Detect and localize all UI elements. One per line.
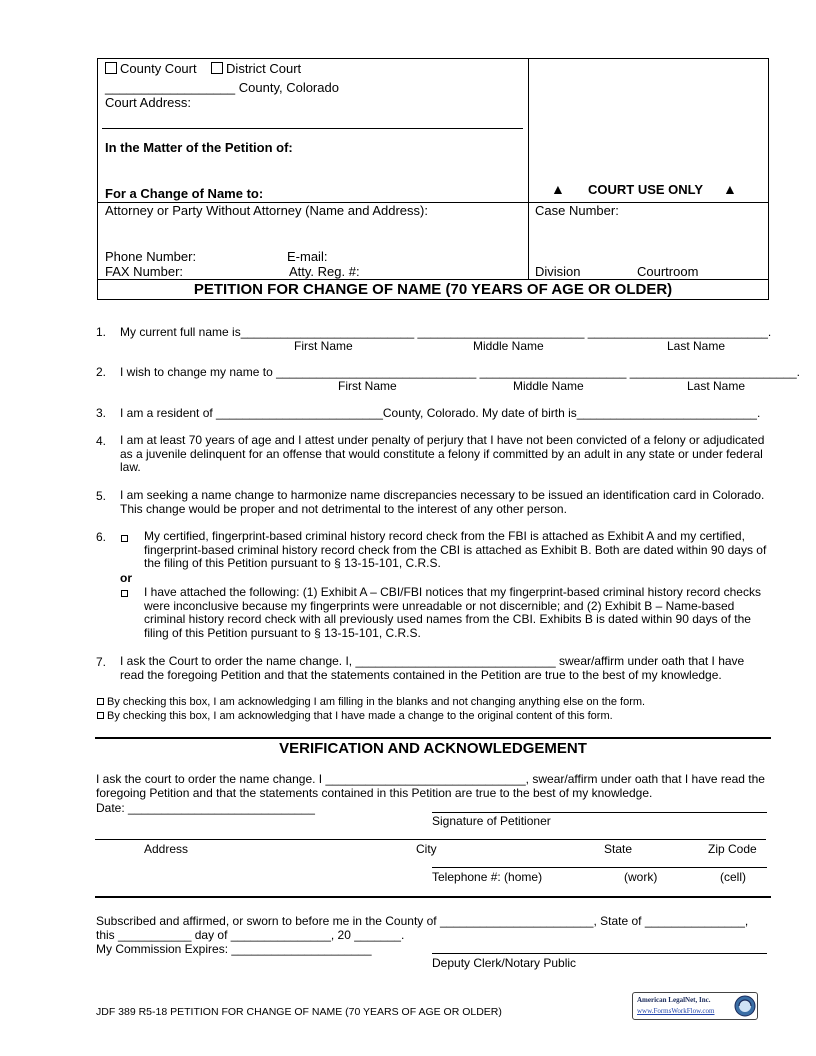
legalnet-logo[interactable] [632, 992, 758, 1020]
caption-hline-2 [97, 279, 769, 280]
fax-label: FAX Number: [105, 264, 184, 279]
attorney-label: Attorney or Party Without Attorney (Name and Address): [105, 203, 428, 218]
notary-line-2[interactable]: this ___________ day of _______________, 20 _______. [96, 928, 405, 942]
verification-text[interactable]: I ask the court to order the name change. I ______________________________, swear/affirm under oath that I have read the foregoing Petition and that the statements contained in this Petition are true to the best of my knowledge. [96, 772, 765, 800]
county-line[interactable]: __________________ County, Colorado [105, 80, 339, 95]
item-6b-text: I have attached the following: (1) Exhibit A – CBI/FBI notices that my fingerprint-based criminal history record checks were inconclusive because my fingerprints were unreadable or not discernible; and (2) Exhibit B – Name-based criminal history record check with all previously used names from the CBI. Exhibits B is dated within 90 days of the filing of this Petition pursuant to § 13-15-101, C.R.S. [144, 585, 761, 640]
ack-1-text: By checking this box, I am acknowledging I am filling in the blanks and not changing anything else on the form. [107, 696, 646, 708]
item-3-number: 3. [96, 406, 107, 420]
item-2-last-label: Last Name [687, 379, 746, 393]
phone-label: Phone Number: [105, 249, 197, 264]
verification-date[interactable]: Date: ____________________________ [96, 801, 315, 815]
item-5-number: 5. [96, 489, 107, 503]
deputy-clerk-label: Deputy Clerk/Notary Public [432, 956, 577, 970]
arrow-up-icon: ▲ [551, 181, 565, 197]
item-1-first-label: First Name [294, 339, 353, 353]
verification-heading: VERIFICATION AND ACKNOWLEDGEMENT [279, 740, 587, 757]
zip-label: Zip Code [708, 842, 757, 856]
address-label: Address [144, 842, 189, 856]
court-address-underline[interactable] [102, 128, 523, 129]
county-court-checkbox[interactable] [105, 62, 117, 74]
case-number-label: Case Number: [535, 203, 619, 218]
notary-signature-line[interactable] [432, 953, 767, 954]
ack-2-row [97, 710, 613, 722]
item-6a-checkbox[interactable] [121, 531, 131, 545]
globe-icon [734, 995, 756, 1017]
form-id-footer: JDF 389 R5-18 PETITION FOR CHANGE OF NAME (70 YEARS OF AGE OR OLDER) [96, 1006, 502, 1018]
item-6a-text: My certified, fingerprint-based criminal history record check from the FBI is attached as Exhibit A and my certified, fingerprint-based criminal history record check from the CBI is attached as Exhibit B. Both are dated within 90 days of the filing of this Petition pursuant to § 13-15-101, C.R.S. [144, 529, 767, 570]
court-use-only-label: COURT USE ONLY [588, 182, 704, 197]
item-1-middle-label: Middle Name [473, 339, 544, 353]
state-label: State [604, 842, 633, 856]
item-5-text: I am seeking a name change to harmonize name discrepancies necessary to be issued an identification card in Colorado. This change would be proper and not detrimental to the interest of any other person. [120, 488, 765, 516]
logo-name: American LegalNet, Inc. [637, 996, 711, 1004]
verification-divider [95, 737, 771, 739]
telephone-label: Telephone #: (home) [432, 870, 543, 884]
courtroom-label: Courtroom [637, 264, 699, 279]
notary-line-3[interactable]: My Commission Expires: _____________________ [96, 942, 372, 956]
address-line[interactable] [95, 839, 766, 840]
telephone-line[interactable] [432, 867, 767, 868]
signature-line[interactable] [432, 812, 767, 813]
item-1-last-label: Last Name [667, 339, 726, 353]
ack-1-row [97, 696, 645, 708]
matter-of-label: In the Matter of the Petition of: [105, 140, 293, 155]
ack-2-checkbox[interactable] [97, 712, 104, 719]
district-court-label: District Court [226, 61, 302, 76]
court-type-row [105, 61, 301, 76]
district-court-checkbox[interactable] [211, 62, 223, 74]
item-2-first-label: First Name [338, 379, 397, 393]
city-label: City [416, 842, 437, 856]
cell-phone-label: (cell) [720, 870, 746, 884]
item-4-number: 4. [96, 434, 107, 448]
item-6-number: 6. [96, 530, 107, 544]
item-7-text[interactable]: I ask the Court to order the name change. I, ______________________________ swear/affirm under oath that I have read the foregoing Petition and that the statements contained in the Petition are true to the best of my knowledge. [120, 654, 745, 682]
item-2-text[interactable]: I wish to change my name to ______________________________ ______________________ _________________________. [120, 365, 800, 379]
item-4-text: I am at least 70 years of age and I attest under penalty of perjury that I have not been convicted of a felony or adjudicated as a juvenile delinquent for an offense that would constitute a felony if committed by an adult in any state or under federal law. [120, 433, 765, 474]
arrow-up-icon-right: ▲ [723, 181, 737, 197]
item-1-text[interactable]: My current full name is__________________________ _________________________ ___________________________. [120, 325, 772, 339]
signature-label: Signature of Petitioner [432, 814, 551, 828]
email-label: E-mail: [287, 249, 328, 264]
item-2-middle-label: Middle Name [513, 379, 584, 393]
ack-2-text: By checking this box, I am acknowledging that I have made a change to the original content of this form. [107, 710, 613, 722]
county-court-label: County Court [120, 61, 197, 76]
item-3-text[interactable]: I am a resident of _________________________County, Colorado. My date of birth is___________________________. [120, 406, 761, 420]
work-phone-label: (work) [624, 870, 658, 884]
notary-line-1[interactable]: Subscribed and affirmed, or sworn to before me in the County of _______________________, State of _______________, [96, 914, 749, 928]
change-to-label: For a Change of Name to: [105, 186, 264, 201]
item-6-or: or [120, 571, 132, 585]
form-title: PETITION FOR CHANGE OF NAME (70 YEARS OF AGE OR OLDER) [193, 281, 673, 298]
item-7-number: 7. [96, 655, 107, 669]
caption-divider [528, 58, 529, 279]
ack-1-checkbox[interactable] [97, 698, 104, 705]
item-1-number: 1. [96, 325, 107, 339]
notary-divider [95, 896, 771, 898]
court-address-label: Court Address: [105, 95, 191, 110]
item-6b-checkbox[interactable] [121, 586, 131, 600]
division-label: Division [535, 264, 581, 279]
item-2-number: 2. [96, 365, 107, 379]
logo-url: www.FormsWorkFlow.com [637, 1007, 715, 1015]
atty-reg-label: Atty. Reg. #: [289, 264, 360, 279]
